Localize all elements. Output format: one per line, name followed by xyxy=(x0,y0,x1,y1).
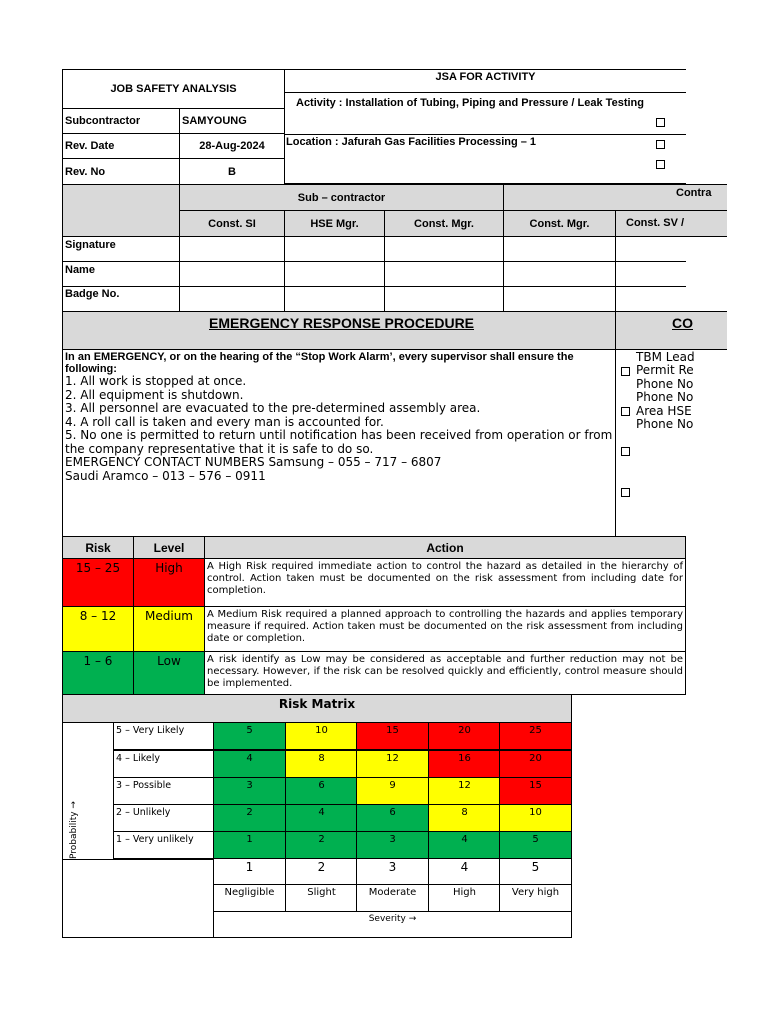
checkbox[interactable] xyxy=(656,160,665,169)
risk-matrix-cell: 20 xyxy=(499,750,572,778)
risk-matrix-cell: 2 xyxy=(213,804,286,832)
emergency-contacts: EMERGENCY CONTACT NUMBERS Samsung – 055 – 717 – 6807 xyxy=(65,455,442,469)
severity-number: 3 xyxy=(356,858,429,885)
risk-matrix-cell: 15 xyxy=(356,722,429,750)
severity-label: Very high xyxy=(499,884,572,912)
severity-number: 2 xyxy=(285,858,358,885)
risk-matrix-cell: 6 xyxy=(356,804,429,832)
risk-matrix-title: Risk Matrix xyxy=(62,694,572,723)
probability-label: 3 – Possible xyxy=(113,777,214,805)
risk-matrix-cell: 3 xyxy=(213,777,286,805)
severity-number: 4 xyxy=(428,858,501,885)
probability-label: 5 – Very Likely xyxy=(113,722,214,750)
risk-matrix-cell: 6 xyxy=(285,777,358,805)
signature-hse-mgr[interactable] xyxy=(284,236,385,262)
severity-label: High xyxy=(428,884,501,912)
risk-matrix-cell: 16 xyxy=(428,750,501,778)
risk-range-low: 1 – 6 xyxy=(62,651,134,695)
risk-matrix-cell: 8 xyxy=(428,804,501,832)
risk-matrix-cell: 2 xyxy=(285,831,358,859)
risk-matrix-cell: 5 xyxy=(213,722,286,750)
risk-range-high: 15 – 25 xyxy=(62,558,134,607)
rev-no-label: Rev. No xyxy=(62,158,180,185)
subcontractor-label: Subcontractor xyxy=(62,108,180,134)
checkbox[interactable] xyxy=(621,447,630,456)
name-contractor-const-mgr[interactable] xyxy=(503,261,616,287)
badge-const-mgr[interactable] xyxy=(384,286,504,312)
name-label: Name xyxy=(62,261,180,287)
risk-action-low: A risk identify as Low may be considered as acceptable and further reduction may not be necessary. However, if the risk can be resolved quickly and efficiently, control measure should be implemented. xyxy=(204,651,686,695)
badge-hse-mgr[interactable] xyxy=(284,286,385,312)
role-hse-mgr: HSE Mgr. xyxy=(284,210,385,237)
role-const-si: Const. SI xyxy=(179,210,285,237)
name-hse-mgr[interactable] xyxy=(284,261,385,287)
probability-label: 2 – Unlikely xyxy=(113,804,214,832)
risk-matrix-cell: 4 xyxy=(213,750,286,778)
probability-label: 4 – Likely xyxy=(113,750,214,778)
risk-level-medium: Medium xyxy=(133,606,205,652)
checkbox[interactable] xyxy=(621,407,630,416)
severity-number: 1 xyxy=(213,858,286,885)
risk-matrix-cell: 4 xyxy=(428,831,501,859)
emergency-intro: In an EMERGENCY, or on the hearing of the “Stop Work Alarm’, every supervisor shall ensure the following: xyxy=(65,351,574,375)
role-const-mgr: Const. Mgr. xyxy=(384,210,504,237)
risk-matrix-cell: 20 xyxy=(428,722,501,750)
rev-date-label: Rev. Date xyxy=(62,133,180,159)
severity-axis-label: Severity → xyxy=(213,911,572,938)
name-const-sv[interactable] xyxy=(615,261,686,287)
subcontractor-value: SAMYOUNG xyxy=(179,108,285,134)
risk-matrix-cell: 8 xyxy=(285,750,358,778)
checkbox[interactable] xyxy=(621,488,630,497)
severity-number: 5 xyxy=(499,858,572,885)
risk-matrix-cell: 12 xyxy=(428,777,501,805)
emergency-step: 1. All work is stopped at once. xyxy=(65,374,247,388)
severity-label: Moderate xyxy=(356,884,429,912)
risk-matrix-cell: 4 xyxy=(285,804,358,832)
activity-block xyxy=(284,69,686,184)
emergency-step: 3. All personnel are evacuated to the pre-determined assembly area. xyxy=(65,401,481,415)
emergency-contacts: Saudi Aramco – 013 – 576 – 0911 xyxy=(65,468,266,483)
risk-level-high: High xyxy=(133,558,205,607)
risk-header: Risk xyxy=(62,536,134,559)
risk-matrix-cell: 12 xyxy=(356,750,429,778)
signature-label: Signature xyxy=(62,236,180,262)
risk-matrix-cell: 3 xyxy=(356,831,429,859)
probability-axis xyxy=(62,722,114,860)
risk-matrix-cell: 5 xyxy=(499,831,572,859)
emergency-step: 2. All equipment is shutdown. xyxy=(65,387,244,402)
role-contractor-const-mgr: Const. Mgr. xyxy=(503,210,616,237)
contractor-group: Contra xyxy=(503,184,727,237)
emergency-text xyxy=(62,349,616,537)
risk-action-medium: A Medium Risk required a planned approach to controlling the hazards and applies temporary measure if required. Action taken must be documented on the risk assessment from including date or completion. xyxy=(204,606,686,652)
risk-matrix-cell: 10 xyxy=(499,804,572,832)
signature-const-si[interactable] xyxy=(179,236,285,262)
level-header: Level xyxy=(133,536,205,559)
severity-label: Slight xyxy=(285,884,358,912)
checkbox[interactable] xyxy=(656,140,665,149)
badge-const-si[interactable] xyxy=(179,286,285,312)
rev-date-value: 28-Aug-2024 xyxy=(179,133,285,159)
badge-contractor-const-mgr[interactable] xyxy=(503,286,616,312)
role-const-sv: Const. SV / xyxy=(615,210,727,237)
risk-matrix-cell: 1 xyxy=(213,831,286,859)
activity-label: Activity : Installation of Tubing, Piping and Pressure / Leak Testing xyxy=(296,97,644,109)
action-header: Action xyxy=(204,536,686,559)
name-const-si[interactable] xyxy=(179,261,285,287)
risk-matrix-cell: 15 xyxy=(499,777,572,805)
signature-const-mgr[interactable] xyxy=(384,236,504,262)
contacts-panel: TBM Lead Permit Re Phone No Phone No Area HSE Phone No xyxy=(615,349,686,537)
jsa-title: JOB SAFETY ANALYSIS xyxy=(62,69,285,109)
badge-label: Badge No. xyxy=(62,286,180,312)
badge-const-sv[interactable] xyxy=(615,286,686,312)
risk-level-low: Low xyxy=(133,651,205,695)
probability-axis-label: Probability → xyxy=(69,801,79,859)
risk-matrix-cell: 10 xyxy=(285,722,358,750)
jsa-for-activity: JSA FOR ACTIVITY xyxy=(435,71,536,83)
signature-const-sv[interactable] xyxy=(615,236,686,262)
name-const-mgr[interactable] xyxy=(384,261,504,287)
rev-no-value: B xyxy=(179,158,285,185)
emergency-step: 5. No one is permitted to return until notification has been received from operation or from the company representative that it is safe to do so. xyxy=(65,428,613,456)
checkbox[interactable] xyxy=(621,367,630,376)
severity-label: Negligible xyxy=(213,884,286,912)
probability-label: 1 – Very unlikely xyxy=(113,831,214,859)
risk-action-high: A High Risk required immediate action to control the hazard as detailed in the hierarchy of control. Action taken must be documented on the risk assessment from including date for completion. xyxy=(204,558,686,607)
approvals-corner xyxy=(62,184,180,237)
risk-matrix-cell: 25 xyxy=(499,722,572,750)
emergency-title-bar xyxy=(62,311,616,350)
signature-contractor-const-mgr[interactable] xyxy=(503,236,616,262)
risk-matrix-cell: 9 xyxy=(356,777,429,805)
risk-range-medium: 8 – 12 xyxy=(62,606,134,652)
emergency-title: EMERGENCY RESPONSE PROCEDURE xyxy=(209,315,475,331)
checkbox[interactable] xyxy=(656,118,665,127)
subcontractor-group: Sub – contractor xyxy=(179,184,504,211)
matrix-blank-corner xyxy=(62,859,214,938)
contacts-title-bar: CO xyxy=(615,311,727,350)
emergency-step: 4. A roll call is taken and every man is accounted for. xyxy=(65,414,384,429)
location-label: Location : Jafurah Gas Facilities Processing – 1 xyxy=(286,136,537,148)
